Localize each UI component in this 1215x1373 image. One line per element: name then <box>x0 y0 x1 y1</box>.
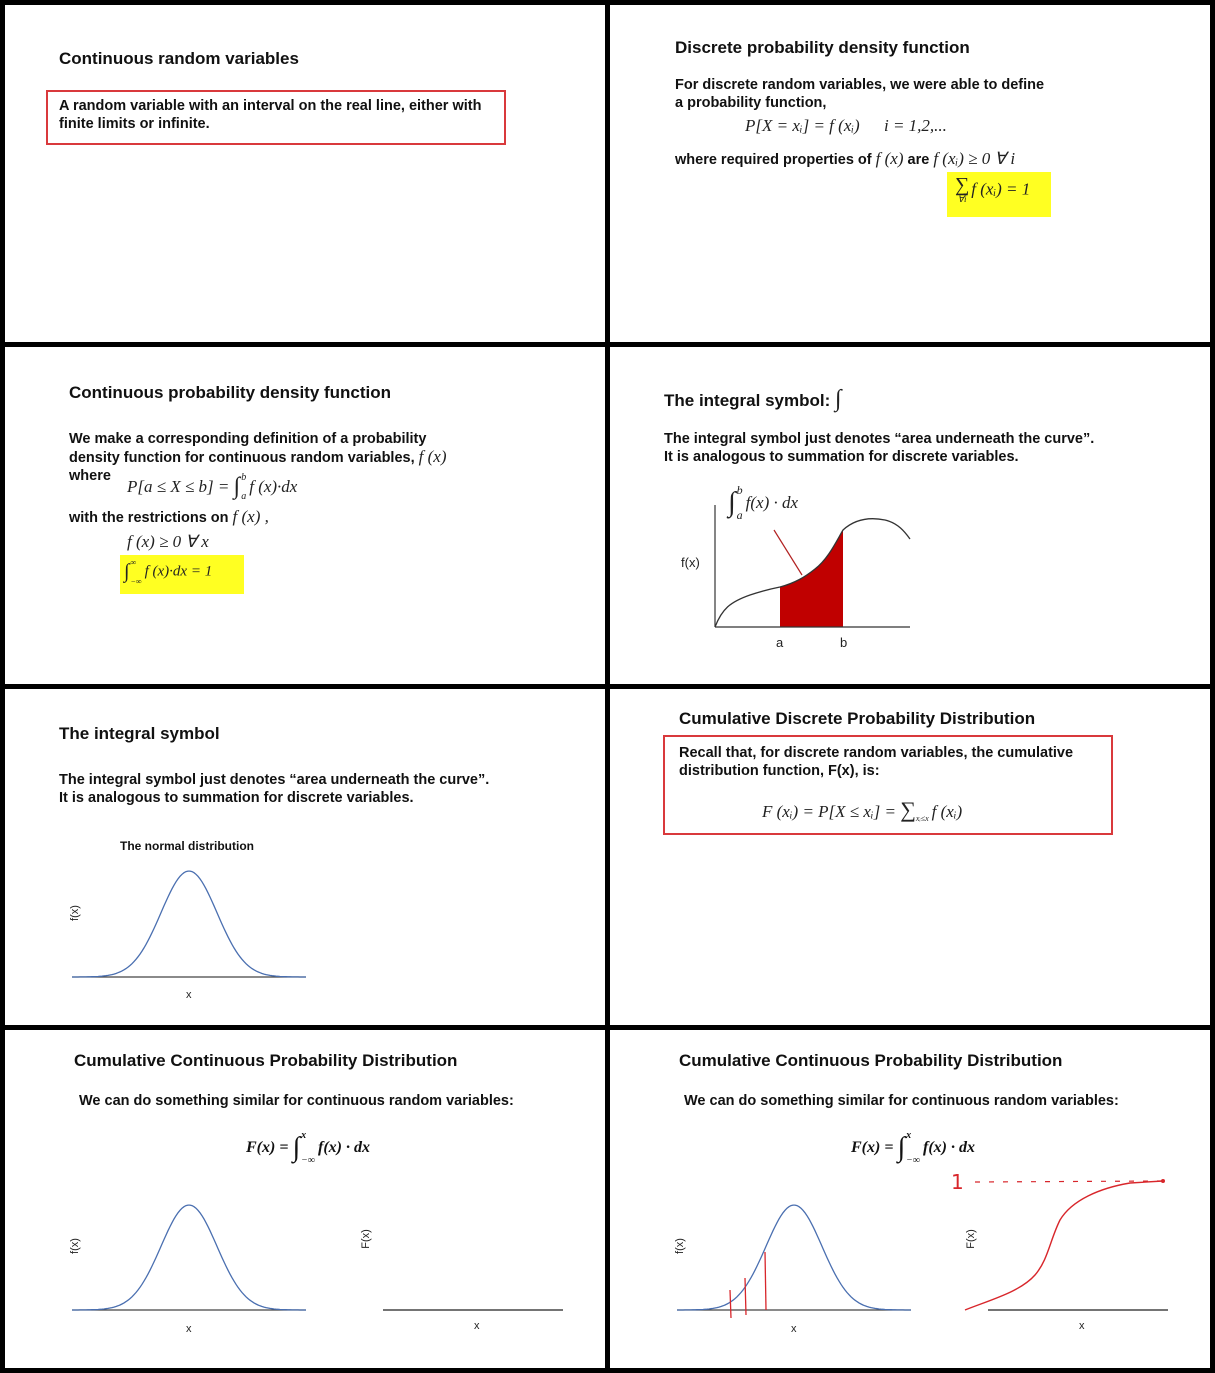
y-axis-label: f(x) <box>68 905 81 921</box>
body-line: The integral symbol just denotes “area underneath the curve”. <box>664 431 1095 447</box>
slide-title: Continuous random variables <box>59 49 299 68</box>
integral-icon: ∫ <box>897 1132 906 1163</box>
chart-title: The normal distribution <box>120 839 254 853</box>
area-under-curve-figure <box>610 347 1210 684</box>
body-line: We make a corresponding definition of a probability <box>69 431 427 447</box>
body-line: It is analogous to summation for discrete variables. <box>59 790 414 806</box>
integral-limits <box>241 472 246 502</box>
formula-lhs: P[a ≤ X ≤ b] = <box>127 477 230 496</box>
right-y-axis-label: F(x) <box>964 1229 977 1249</box>
formula-lhs: F(x) = <box>851 1139 894 1156</box>
integral-limits <box>737 484 743 522</box>
y-axis-label: f(x) <box>681 555 700 570</box>
left-x-axis-label: x <box>791 1323 797 1335</box>
formula-body: f (x)·dx <box>249 477 298 496</box>
body-line: The integral symbol just denotes “area underneath the curve”. <box>59 772 490 788</box>
left-x-axis-label: x <box>186 1323 192 1335</box>
integral-body: f(x) · dx <box>745 493 799 512</box>
slide-continuous-random-variables <box>5 5 605 342</box>
upper-limit: ∞ <box>130 558 137 567</box>
probability-formula: P[X = xᵢ] = f (xᵢ) <box>745 116 860 135</box>
restrictions-text: with the restrictions on <box>69 510 229 526</box>
probability-formula-line <box>745 116 947 136</box>
right-x-axis-label: x <box>474 1320 480 1332</box>
pdf-and-cdf-figure <box>5 1030 605 1368</box>
formula-body: f(x) · dx <box>923 1139 975 1156</box>
body-line: density function for continuous random variables, <box>69 450 415 466</box>
right-x-axis-label: x <box>1079 1320 1085 1332</box>
area-integral <box>728 484 798 522</box>
sum-stack <box>955 175 969 204</box>
definition-line: A random variable with an interval on the real line, either with <box>59 98 482 114</box>
tick-b: b <box>840 635 848 650</box>
integral-icon: ∫ <box>124 560 130 583</box>
lower-limit: a <box>241 491 247 502</box>
annotation-one: 1 <box>951 1170 964 1194</box>
hand-drawn-cdf-curve <box>965 1181 1163 1310</box>
x-axis-label: x <box>186 989 192 1001</box>
integral-icon: ∫ <box>728 487 736 518</box>
formula-lhs: F (xᵢ) = P[X ≤ xᵢ] = <box>762 802 896 821</box>
pdf-and-cdf-annotated-figure <box>610 1030 1210 1368</box>
shaded-area <box>780 530 843 627</box>
lower-limit: a <box>736 508 743 522</box>
slide-title: Cumulative Discrete Probability Distribution <box>679 709 1036 728</box>
probability-integral <box>127 472 297 502</box>
slide-continuous-pdf <box>5 347 605 684</box>
slide-title: Continuous probability density function <box>69 383 392 402</box>
hand-drawn-marker-line <box>765 1252 766 1310</box>
are-text: are <box>907 152 930 168</box>
lower-limit: −∞ <box>906 1155 921 1166</box>
normal-curve <box>677 1205 911 1310</box>
normal-curve <box>72 1205 306 1310</box>
integral-icon: ∫ <box>834 386 842 412</box>
box-line: Recall that, for discrete random variables, the cumulative <box>679 745 1074 761</box>
sum-formula <box>955 175 1030 204</box>
integral-limits <box>130 558 141 586</box>
hand-drawn-marker-line <box>730 1290 731 1318</box>
normal-curve <box>72 871 306 977</box>
body-line: We can do something similar for continuous random variables: <box>684 1093 1119 1109</box>
slide-integral-symbol-area <box>610 347 1210 684</box>
sum-symbol: ∑ <box>900 797 916 822</box>
property-nonnegative: f (x) ≥ 0 ∀ x <box>127 532 209 551</box>
property-nonnegative: f (xᵢ) ≥ 0 ∀ i <box>933 149 1016 168</box>
where-fx: f (x) <box>875 149 904 168</box>
restrictions-fx: f (x) , <box>232 507 269 526</box>
hand-drawn-dashed-asymptote <box>975 1181 1163 1182</box>
box-line: distribution function, F(x), is: <box>679 763 880 779</box>
formula-body: f (x)·dx = 1 <box>144 563 213 580</box>
integral-icon: ∫ <box>233 473 241 500</box>
upper-limit: b <box>736 483 743 497</box>
integral-icon: ∫ <box>292 1132 301 1163</box>
body-line-with-fx <box>69 448 447 467</box>
where-line <box>675 150 1015 169</box>
slide-cumulative-discrete <box>610 689 1210 1025</box>
formula-lhs: F(x) = <box>246 1139 289 1156</box>
upper-limit: b <box>241 472 247 483</box>
sum-subscript: ∀i <box>957 194 967 204</box>
index-range: i = 1,2,... <box>883 116 947 135</box>
normal-distribution-figure <box>5 689 605 1025</box>
body-line: a probability function, <box>675 95 827 111</box>
upper-limit: x <box>906 1130 912 1141</box>
right-y-axis-label: F(x) <box>359 1229 372 1249</box>
definition-line: finite limits or infinite. <box>59 116 210 132</box>
sum-body: f (xᵢ) = 1 <box>971 179 1031 199</box>
body-line: It is analogous to summation for discrete variables. <box>664 449 1019 465</box>
formula-body: f(x) · dx <box>318 1139 370 1156</box>
tick-a: a <box>776 635 784 650</box>
left-y-axis-label: f(x) <box>673 1238 686 1254</box>
where-text: where <box>69 468 111 484</box>
slide-cumulative-continuous-annotated <box>610 1030 1210 1368</box>
body-line: For discrete random variables, we were able to define <box>675 77 1045 93</box>
slide-cumulative-continuous <box>5 1030 605 1368</box>
normalization-integral <box>124 558 212 586</box>
upper-limit: x <box>301 1130 307 1141</box>
slide-title: Cumulative Continuous Probability Distribution <box>679 1051 1063 1070</box>
restrictions-line <box>69 508 269 527</box>
slide-integral-symbol-normal <box>5 689 605 1025</box>
slide-discrete-pdf <box>610 5 1210 342</box>
curve-endpoint <box>1161 1179 1165 1183</box>
left-y-axis-label: f(x) <box>68 1238 81 1254</box>
slide-title: The integral symbol <box>59 724 220 743</box>
sum-body: f (xᵢ) <box>931 802 963 821</box>
sum-symbol: ∑ <box>955 174 970 196</box>
where-text: where required properties of <box>675 152 872 168</box>
body-line: We can do something similar for continuous random variables: <box>79 1093 514 1109</box>
sum-subscript: xᵢ≤x <box>915 814 929 824</box>
slide-title: Discrete probability density function <box>675 38 970 57</box>
lower-limit: −∞ <box>301 1155 316 1166</box>
lower-limit: −∞ <box>130 577 142 586</box>
pointer-arrow <box>774 530 802 575</box>
cdf-formula <box>762 797 962 823</box>
body-fx: f (x) <box>418 447 447 466</box>
title-text: The integral symbol: <box>664 391 831 410</box>
slide-title: Cumulative Continuous Probability Distribution <box>74 1051 458 1070</box>
